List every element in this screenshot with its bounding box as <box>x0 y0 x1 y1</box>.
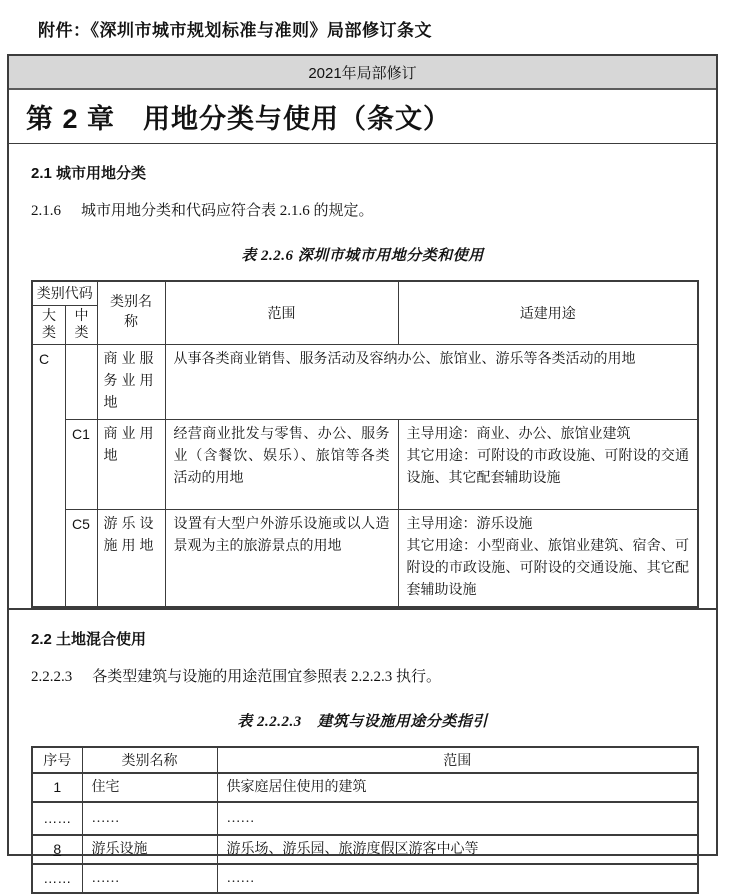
header-code-group: 类别代码 <box>32 281 97 305</box>
uses-primary: 主导用途：商业、办公、旅馆业建筑 <box>406 426 631 442</box>
cell-name: 游乐设施 <box>82 835 217 864</box>
guide-table <box>31 746 699 894</box>
cell-middle-code: C5 <box>65 509 97 607</box>
cell-scope: …… <box>217 864 698 893</box>
cell-name: …… <box>82 802 217 835</box>
cell-category-name: 游乐设施用地 <box>97 509 165 607</box>
header-scope: 范围 <box>165 281 398 344</box>
revision-banner: 2021年局部修订 <box>9 56 716 90</box>
cell-permitted-uses <box>398 509 698 607</box>
header-middle-class: 中类 <box>65 305 97 344</box>
header-name: 类别名称 <box>82 747 217 773</box>
clause-number: 2.2.2.3 <box>31 668 73 685</box>
cell-category-name: 商业用地 <box>97 419 165 509</box>
underlined-no: 8 <box>53 840 62 857</box>
cell-major-code: C <box>32 344 65 607</box>
table-row-c5 <box>32 509 698 607</box>
section-2-1-heading: 2.1 城市用地分类 <box>31 165 147 182</box>
table-row <box>32 835 698 864</box>
document-frame <box>7 54 718 886</box>
cell-permitted-uses <box>398 419 698 509</box>
table-row <box>32 802 698 835</box>
uses-other: 其它用途：可附设的市政设施、可附设的交通设施、其它配套辅助设施 <box>406 448 689 486</box>
header-category-name <box>97 281 165 344</box>
uses-other: 其它用途：小型商业、旅馆业建筑、宿舍、可附设的市政设施、可附设的交通设施、其它配套辅助设施 <box>406 538 689 598</box>
cell-middle-code: C1 <box>65 419 97 509</box>
cell-no: 1 <box>32 773 82 802</box>
cell-no: …… <box>32 802 82 835</box>
table-row <box>32 864 698 893</box>
cell-scope: 供家庭居住使用的建筑 <box>217 773 698 802</box>
section-2-1 <box>9 144 716 610</box>
cell-scope: 设置有大型户外游乐设施或以人造景观为主的旅游景点的用地 <box>165 509 398 607</box>
clause-text: 城市用地分类和代码应符合表 2.1.6 的规定。 <box>81 203 374 219</box>
cell-scope: 从事各类商业销售、服务活动及容纳办公、旅馆业、游乐等各类活动的用地 <box>165 344 698 419</box>
cell-category-name: 商业服务业用地 <box>97 344 165 419</box>
cell-name: …… <box>82 864 217 893</box>
header-permitted-uses: 适建用途 <box>398 281 698 344</box>
section-2-2 <box>9 610 716 894</box>
attachment-title: 附件：《深圳市城市规划标准与准则》局部修订条文 <box>38 21 432 40</box>
land-use-table-caption: 表 2.2.6 深圳市城市用地分类和使用 <box>241 248 484 264</box>
section-2-2-heading: 2.2 土地混合使用 <box>31 630 147 648</box>
table-row-c <box>32 344 698 419</box>
chapter-title: 第 2 章 用地分类与使用（条文） <box>9 90 716 144</box>
cell-no <box>32 835 82 864</box>
header-category-name-label: 类别名称 <box>110 294 152 330</box>
clause-2-1-6 <box>31 199 700 220</box>
land-use-table <box>31 280 699 608</box>
header-major-class: 大类 <box>32 305 65 344</box>
cell-name: 住宅 <box>82 773 217 802</box>
clause-number: 2.1.6 <box>31 203 61 219</box>
guide-table-caption: 表 2.2.2.3 建筑与设施用途分类指引 <box>237 713 488 730</box>
table-row-c1 <box>32 419 698 509</box>
cell-middle-code <box>65 344 97 419</box>
clause-2-2-2-3 <box>31 665 700 686</box>
cell-scope: 经营商业批发与零售、办公、服务业（含餐饮、娱乐）、旅馆等各类活动的用地 <box>165 419 398 509</box>
table-row <box>32 773 698 802</box>
cell-scope: …… <box>217 802 698 835</box>
header-no: 序号 <box>32 747 82 773</box>
cell-no: …… <box>32 864 82 893</box>
uses-primary: 主导用途：游乐设施 <box>406 516 533 532</box>
clause-text: 各类型建筑与设施的用途范围宜参照表 2.2.2.3 执行。 <box>92 668 442 685</box>
cell-scope: 游乐场、游乐园、旅游度假区游客中心等 <box>217 835 698 864</box>
header-scope: 范围 <box>217 747 698 773</box>
